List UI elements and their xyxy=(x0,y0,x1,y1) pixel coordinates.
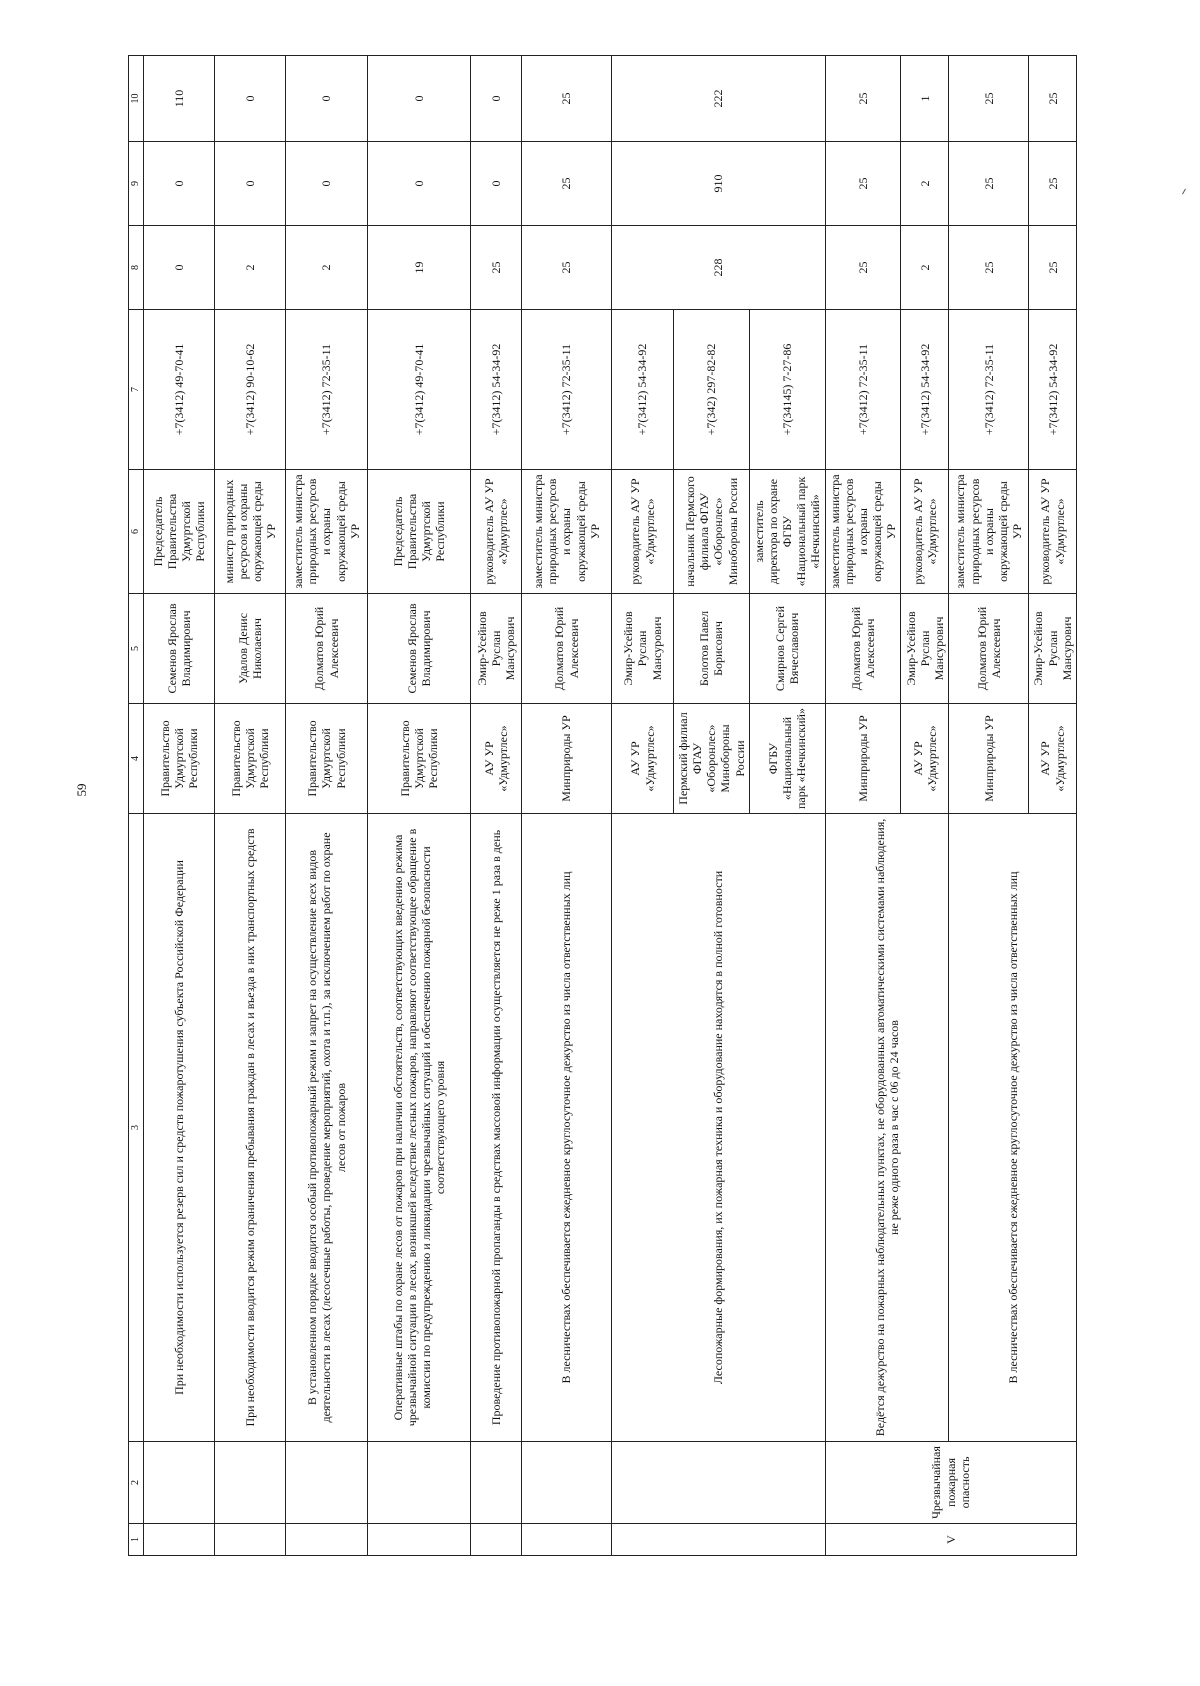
class-name-cell xyxy=(144,1442,215,1524)
organization-cell: АУ УР «Удмуртлес» xyxy=(1029,704,1076,814)
measure-cell: В лесничествах обеспечивается ежедневное круглосуточное дежурство из числа ответственных лиц xyxy=(522,814,612,1442)
count-cell: 25 xyxy=(1029,142,1076,226)
count-cell: 910 xyxy=(612,142,826,226)
phone-cell: +7(3412) 54-34-92 xyxy=(1029,310,1076,470)
measure-cell: Оперативные штабы по охране лесов от пожаров при наличии обстоятельств, соответствующих введению режима чрезвычайной ситуации в лесах, возникшей вследствие лесных пожаров, направляют соответствующее обращение в комиссии по предупреждению и ликвидации чрезвычайных ситуаций и обеспечению пожарной безопасности соответствующего уровня xyxy=(368,814,471,1442)
class-number-cell xyxy=(368,1524,471,1556)
position-cell: заместитель министра природных ресурсов и охраны окружающей среды УР xyxy=(286,470,368,594)
count-cell: 0 xyxy=(471,56,522,142)
responsible-name-cell: Эмир-Усейнов Руслан Мансурович xyxy=(901,594,949,704)
organization-cell: Пермский филиал ФГАУ «Оборонлес» Минобороны России xyxy=(674,704,750,814)
class-name-cell xyxy=(286,1442,368,1524)
organization-cell: Минприроды УР xyxy=(949,704,1029,814)
column-number: 4 xyxy=(129,704,144,814)
count-cell: 25 xyxy=(825,142,901,226)
responsible-name-cell: Эмир-Усейнов Руслан Мансурович xyxy=(612,594,674,704)
phone-cell: +7(3412) 49-70-41 xyxy=(144,310,215,470)
count-cell: 25 xyxy=(522,142,612,226)
fire-danger-measures-table xyxy=(128,55,1077,1556)
rotated-table-container xyxy=(128,56,1090,1556)
phone-cell: +7(3412) 54-34-92 xyxy=(901,310,949,470)
phone-cell: +7(3412) 72-35-11 xyxy=(825,310,901,470)
count-cell: 25 xyxy=(949,142,1029,226)
count-cell: 0 xyxy=(215,142,286,226)
organization-cell: Правительство Удмуртской Республики xyxy=(368,704,471,814)
count-cell: 25 xyxy=(825,226,901,310)
column-number: 8 xyxy=(129,226,144,310)
count-cell: 25 xyxy=(825,56,901,142)
responsible-name-cell: Удалов Денис Николаевич xyxy=(215,594,286,704)
column-number: 9 xyxy=(129,142,144,226)
phone-cell: +7(34145) 7-27-86 xyxy=(749,310,825,470)
position-cell: Председатель Правительства Удмуртской Республики xyxy=(144,470,215,594)
position-cell: руководитель АУ УР «Удмуртлес» xyxy=(471,470,522,594)
class-number-cell xyxy=(286,1524,368,1556)
table-row xyxy=(522,56,612,1556)
responsible-name-cell: Семенов Ярослав Владимирович xyxy=(144,594,215,704)
measure-cell: В установленном порядке вводится особый противопожарный режим и запрет на осуществление всех видов деятельности в лесах (лесосечные работы, проведение мероприятий, охота и т.п.), за исключением работ по охране лесов от пожаров xyxy=(286,814,368,1442)
measure-cell: При необходимости используется резерв сил и средств пожаротушения субъекта Российской Федерации xyxy=(144,814,215,1442)
responsible-name-cell: Долматов Юрий Алексеевич xyxy=(286,594,368,704)
count-cell: 0 xyxy=(144,142,215,226)
organization-cell: Минприроды УР xyxy=(522,704,612,814)
responsible-name-cell: Смирнов Сергей Вячеславович xyxy=(749,594,825,704)
position-cell: Председатель Правительства Удмуртской Республики xyxy=(368,470,471,594)
count-cell: 25 xyxy=(1029,226,1076,310)
count-cell: 25 xyxy=(522,226,612,310)
count-cell: 222 xyxy=(612,56,826,142)
count-cell: 110 xyxy=(144,56,215,142)
count-cell: 0 xyxy=(144,226,215,310)
class-name-cell xyxy=(215,1442,286,1524)
responsible-name-cell: Долматов Юрий Алексеевич xyxy=(949,594,1029,704)
measure-cell: В лесничествах обеспечивается ежедневное круглосуточное дежурство из числа ответственных лиц xyxy=(949,814,1076,1442)
class-number-cell xyxy=(522,1524,612,1556)
count-cell: 0 xyxy=(368,56,471,142)
class-number-cell xyxy=(215,1524,286,1556)
table-row xyxy=(368,56,471,1556)
phone-cell: +7(3412) 90-10-62 xyxy=(215,310,286,470)
column-number: 1 xyxy=(129,1524,144,1556)
measure-cell: Ведётся дежурство на пожарных наблюдательных пунктах, не оборудованных автоматическими системами наблюдения, не реже одного раза в час с 06 до 24 часов xyxy=(825,814,949,1442)
phone-cell: +7(3412) 49-70-41 xyxy=(368,310,471,470)
responsible-name-cell: Долматов Юрий Алексеевич xyxy=(522,594,612,704)
class-name-cell xyxy=(471,1442,522,1524)
organization-cell: Минприроды УР xyxy=(825,704,901,814)
count-cell: 2 xyxy=(901,226,949,310)
position-cell: руководитель АУ УР «Удмуртлес» xyxy=(1029,470,1076,594)
phone-cell: +7(3412) 54-34-92 xyxy=(471,310,522,470)
table-row xyxy=(825,56,901,1556)
phone-cell: +7(3412) 72-35-11 xyxy=(522,310,612,470)
column-number-row xyxy=(129,56,144,1556)
count-cell: 0 xyxy=(286,56,368,142)
table-row xyxy=(471,56,522,1556)
organization-cell: Правительство Удмуртской Республики xyxy=(144,704,215,814)
position-cell: руководитель АУ УР «Удмуртлес» xyxy=(901,470,949,594)
count-cell: 0 xyxy=(471,142,522,226)
class-number-cell xyxy=(612,1524,826,1556)
class-number-cell xyxy=(471,1524,522,1556)
table-row xyxy=(286,56,368,1556)
class-name-cell xyxy=(612,1442,826,1524)
column-number: 6 xyxy=(129,470,144,594)
class-number-cell xyxy=(144,1524,215,1556)
responsible-name-cell: Эмир-Усейнов Руслан Мансурович xyxy=(1029,594,1076,704)
class-number-cell: V xyxy=(825,1524,1076,1556)
page-number: 59 xyxy=(74,783,89,797)
position-cell: заместитель директора по охране ФГБУ «Национальный парк «Нечкинский» xyxy=(749,470,825,594)
position-cell: министр природных ресурсов и охраны окружающей среды УР xyxy=(215,470,286,594)
column-number: 3 xyxy=(129,814,144,1442)
phone-cell: +7(3412) 54-34-92 xyxy=(612,310,674,470)
count-cell: 2 xyxy=(286,226,368,310)
count-cell: 0 xyxy=(215,56,286,142)
table-row xyxy=(949,56,1029,1556)
column-number: 5 xyxy=(129,594,144,704)
count-cell: 25 xyxy=(1029,56,1076,142)
count-cell: 25 xyxy=(949,226,1029,310)
count-cell: 228 xyxy=(612,226,826,310)
position-cell: заместитель министра природных ресурсов и охраны окружающей среды УР xyxy=(949,470,1029,594)
responsible-name-cell: Семенов Ярослав Владимирович xyxy=(368,594,471,704)
organization-cell: Правительство Удмуртской Республики xyxy=(215,704,286,814)
table-row xyxy=(612,56,674,1556)
class-name-cell xyxy=(368,1442,471,1524)
position-cell: начальник Пермского филиала ФГАУ «Оборонлес» Минобороны России xyxy=(674,470,750,594)
organization-cell: ФГБУ «Национальный парк «Нечкинский» xyxy=(749,704,825,814)
measure-cell: Проведение противопожарной пропаганды в средствах массовой информации осуществляется не реже 1 раза в день xyxy=(471,814,522,1442)
organization-cell: Правительство Удмуртской Республики xyxy=(286,704,368,814)
position-cell: заместитель министра природных ресурсов и охраны окружающей среды УР xyxy=(522,470,612,594)
column-number: 2 xyxy=(129,1442,144,1524)
count-cell: 0 xyxy=(286,142,368,226)
responsible-name-cell: Долматов Юрий Алексеевич xyxy=(825,594,901,704)
count-cell: 2 xyxy=(901,142,949,226)
organization-cell: АУ УР «Удмуртлес» xyxy=(612,704,674,814)
count-cell: 25 xyxy=(471,226,522,310)
table-row xyxy=(215,56,286,1556)
phone-cell: +7(3412) 72-35-11 xyxy=(286,310,368,470)
table-row xyxy=(144,56,215,1556)
class-name-cell: Чрезвычайная пожарная опасность xyxy=(825,1442,1076,1524)
count-cell: 1 xyxy=(901,56,949,142)
phone-cell: +7(342) 297-82-82 xyxy=(674,310,750,470)
measure-cell: Лесопожарные формирования, их пожарная техника и оборудование находятся в полной готовности xyxy=(612,814,826,1442)
count-cell: 25 xyxy=(949,56,1029,142)
column-number: 10 xyxy=(129,56,144,142)
phone-cell: +7(3412) 72-35-11 xyxy=(949,310,1029,470)
scan-mark xyxy=(1182,189,1186,195)
count-cell: 0 xyxy=(368,142,471,226)
organization-cell: АУ УР «Удмуртлес» xyxy=(471,704,522,814)
measure-cell: При необходимости вводится режим ограничения пребывания граждан в лесах и въезда в них транспортных средств xyxy=(215,814,286,1442)
count-cell: 19 xyxy=(368,226,471,310)
responsible-name-cell: Болотов Павел Борисович xyxy=(674,594,750,704)
position-cell: заместитель министра природных ресурсов и охраны окружающей среды УР xyxy=(825,470,901,594)
position-cell: руководитель АУ УР «Удмуртлес» xyxy=(612,470,674,594)
count-cell: 25 xyxy=(522,56,612,142)
organization-cell: АУ УР «Удмуртлес» xyxy=(901,704,949,814)
responsible-name-cell: Эмир-Усейнов Руслан Мансурович xyxy=(471,594,522,704)
count-cell: 2 xyxy=(215,226,286,310)
column-number: 7 xyxy=(129,310,144,470)
class-name-cell xyxy=(522,1442,612,1524)
